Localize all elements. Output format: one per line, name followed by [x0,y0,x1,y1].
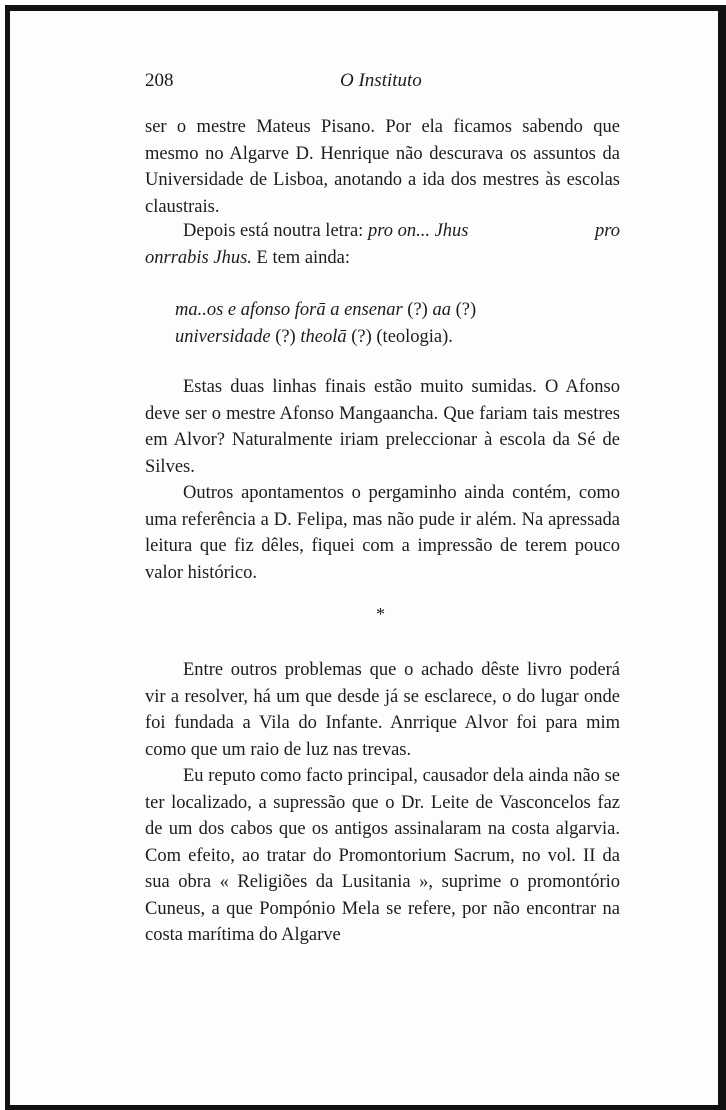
paragraph-2-italic-3: onrrabis Jhus. [145,247,252,268]
paragraph-3: Estas duas linhas finais estão muito sumidas. O Afonso deve ser o mestre Afonso Mangaancha. Que fariam tais mestres em Alvor? Naturalmente iriam preleccionar à escola da Sé de Silves. [145,377,620,477]
quote-line-2-b: (?) [275,326,296,347]
text-block-bottom [145,657,620,949]
paragraph-2-tail: E tem ainda: [256,247,351,268]
text-block-middle [145,374,620,586]
paragraph-4: Outros apontamentos o pergaminho ainda contém, como uma referência a D. Felipa, mas não pude ir além. Na apressada leitura que fiz dêles, fiquei com a impressão de terem pouco valor histórico. [145,483,620,583]
quote-line-2 [175,324,615,351]
quote-line-2-a: universidade [175,326,271,347]
quote-line-1-b: (?) [407,300,428,320]
quote-line-1-a: ma..os e afonso forā a ensenar [175,300,403,320]
quote-line-2-d: (?) (teologia). [351,326,453,347]
paragraph-2-italic-1: pro on... Jhus [367,221,469,241]
paragraph-6: Eu reputo como facto principal, causador dela ainda não se ter localizado, a supressão que o Dr. Leite de Vasconcelos faz de um dos cabos que os antigos assinalaram na costa algarvia. Com efeito, ao tratar do Promontorium Sacrum, no vol. II da sua obra « Religiões da Lusitania », suprime o promontório Cuneus, a que Pompónio Mela se refere, por não encontrar na costa marítima do Algarve [145,766,620,945]
paragraph-2-lead: Depois está noutra letra: [183,221,364,241]
text-block-letter [145,218,620,271]
page-number: 208 [145,70,174,91]
quote-line-1 [175,297,615,324]
text-block-top [145,114,620,220]
quote-line-1-c: aa [432,300,451,320]
paragraph-1: ser o mestre Mateus Pisano. Por ela ficamos sabendo que mesmo no Algarve D. Henrique não descurava os assuntos da Universidade de Lisboa, anotando a ida dos mestres às escolas claustrais. [145,117,620,217]
section-separator: * [376,604,385,624]
running-header [145,70,620,94]
paragraph-2-first-line [145,218,620,245]
paragraph-5: Entre outros problemas que o achado dêste livro poderá vir a resolver, há um que desde já se esclarece, o do lugar onde foi fundada a Vila do Infante. Anrrique Alvor foi para mim como que um raio de luz nas trevas. [145,660,620,760]
quote-line-2-c: theolā [300,326,347,347]
quoted-inscription [175,297,615,350]
running-title: O Instituto [340,70,422,91]
paragraph-2-second-line [145,245,620,272]
paragraph-2-italic-2: pro [594,221,620,241]
quote-line-1-d: (?) [455,300,477,320]
